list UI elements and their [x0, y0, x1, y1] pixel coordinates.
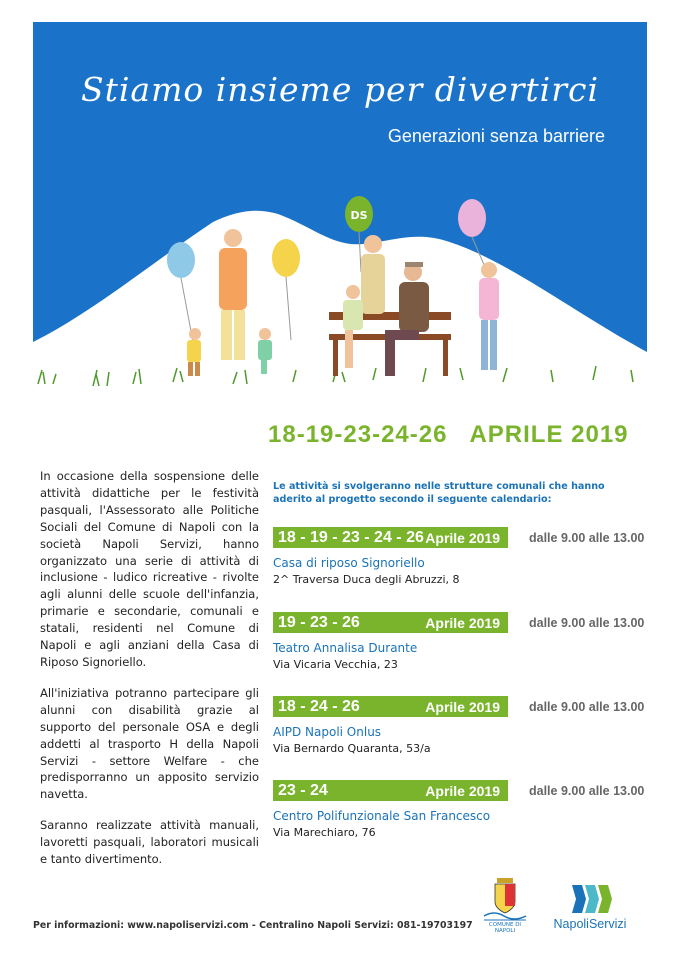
event-month: Aprile 2019	[425, 699, 500, 715]
event-address: Via Vicaria Vecchia, 23	[273, 658, 398, 671]
intro-paragraph: In occasione della sospensione delle attività didattiche per le festività pasquali, l'Assessorato alle Politiche Sociali del Comune di Napoli con la società Napoli Servizi, hanno organizzato una serie di attività di inclusione - ludico ricreative - rivolte agli alunni delle scuole dell'infanzia, primarie e secondarie, comunali e statali, residenti nel Comune di Napoli e agli anziani della Casa di Riposo Signoriello.	[40, 469, 259, 669]
event-days: 18 - 24 - 26	[278, 698, 360, 715]
intro-text	[40, 468, 259, 882]
intro-paragraph: All'iniziativa potranno partecipare gli alunni con disabilità grazie al supporto del personale OSA e degli addetti al trasporto H della Napoli Servizi - settore Welfare - che predisporranno un apposito servizio navetta.	[40, 685, 259, 802]
svg-text:DS: DS	[350, 209, 368, 222]
napoli-servizi-caption: NapoliServizi	[553, 917, 627, 931]
event-days: 18 - 19 - 23 - 24 - 26	[278, 529, 424, 546]
intro-paragraph: Saranno realizzate attività manuali, lavoretti pasquali, laboratori musicali e tanto divertimento.	[40, 818, 259, 867]
event-days: 23 - 24	[278, 782, 328, 799]
hero-banner	[33, 22, 647, 398]
schedule-lead: Le attività si svolgeranno nelle strutture comunali che hanno aderito al progetto secondo il seguente calendario:	[273, 481, 605, 505]
event-hours: dalle 9.00 alle 13.00	[529, 531, 645, 545]
napoli-servizi-logo	[548, 883, 632, 935]
event-venue: Centro Polifunzionale San Francesco	[273, 809, 491, 823]
hero-subtitle: Generazioni senza barriere	[387, 126, 605, 146]
event-venue: Teatro Annalisa Durante	[273, 641, 418, 655]
event-hours: dalle 9.00 alle 13.00	[529, 616, 645, 630]
event-month: Aprile 2019	[425, 783, 500, 799]
event-address: Via Marechiaro, 76	[273, 826, 376, 839]
event-hours: dalle 9.00 alle 13.00	[529, 700, 645, 714]
dates-banner-days: 18-19-23-24-26	[268, 421, 448, 448]
event-venue: AIPD Napoli Onlus	[273, 725, 382, 739]
event-date-bar	[273, 780, 508, 801]
crest-icon	[478, 876, 532, 922]
event-month: Aprile 2019	[425, 530, 500, 546]
event-address: Via Bernardo Quaranta, 53/a	[273, 742, 431, 755]
event-date-bar	[273, 527, 508, 548]
napoli-servizi-logo-icon	[548, 883, 632, 915]
event-month: Aprile 2019	[425, 615, 500, 631]
event-date-bar	[273, 696, 508, 717]
event-venue: Casa di riposo Signoriello	[273, 556, 425, 570]
hero-title: Stiamo insieme per divertirci	[80, 70, 600, 109]
footer-contact-info: Per informazioni: www.napoliservizi.com - Centralino Napoli Servizi: 081-19703197	[33, 920, 473, 931]
comune-napoli-logo	[478, 876, 532, 936]
event-address: 2^ Traversa Duca degli Abruzzi, 8	[273, 573, 460, 586]
event-date-bar	[273, 612, 508, 633]
dates-banner-month: APRILE 2019	[469, 421, 629, 448]
comune-caption: COMUNE DI NAPOLI	[488, 922, 522, 934]
dates-banner	[268, 421, 629, 449]
event-hours: dalle 9.00 alle 13.00	[529, 784, 645, 798]
event-days: 19 - 23 - 26	[278, 614, 360, 631]
